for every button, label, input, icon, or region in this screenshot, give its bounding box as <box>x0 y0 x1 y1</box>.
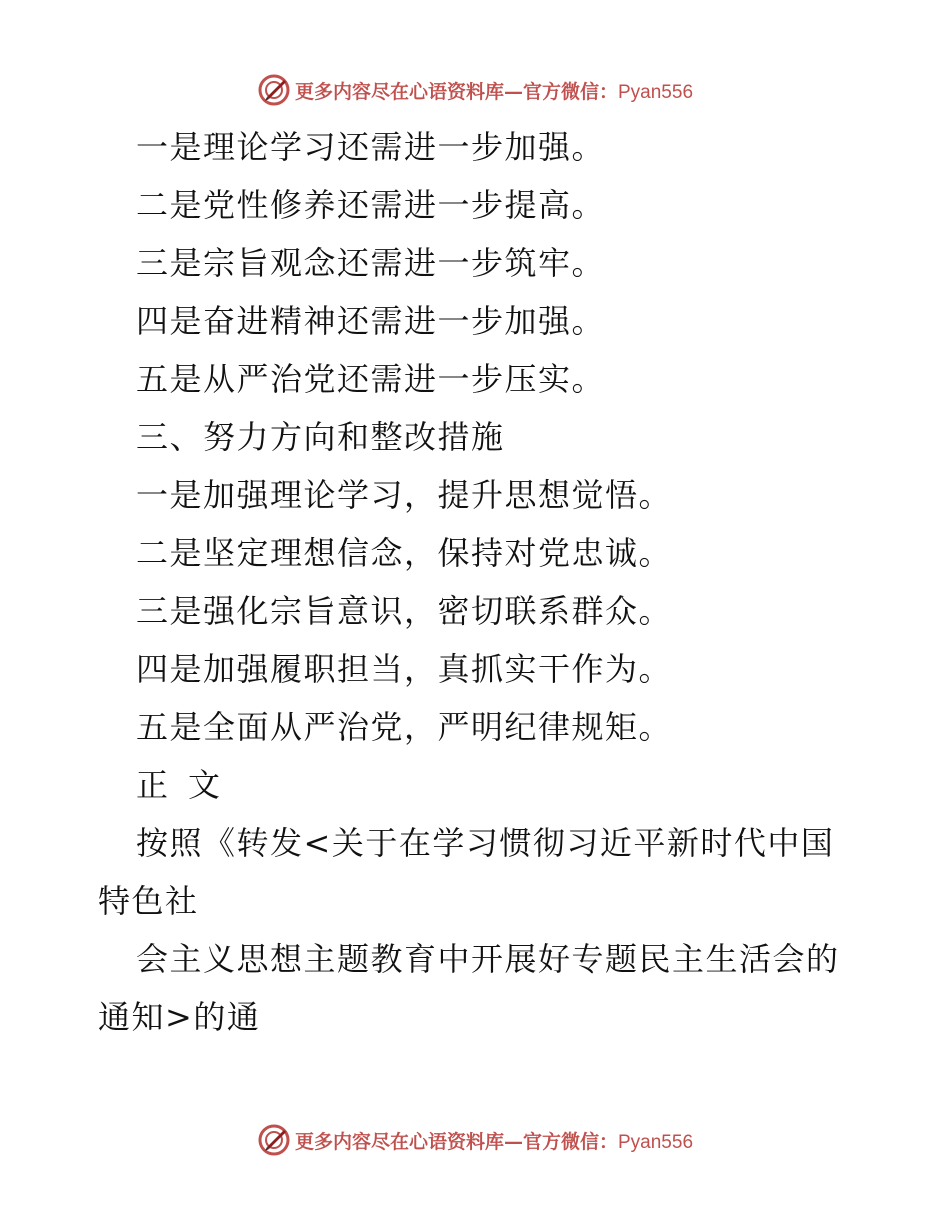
header-contact-label: 官方微信： <box>522 80 618 103</box>
body-line: 按照《转发<关于在学习惯彻习近平新时代中国 <box>136 824 835 862</box>
body-line: 一是加强理论学习，提升思想觉悟。 <box>136 476 673 514</box>
header-promo-text: 更多内容尽在心语资料库 <box>294 80 504 103</box>
section-heading: 三、努力方向和整改措施 <box>136 418 505 456</box>
footer-dash: — <box>503 1130 523 1153</box>
header-banner-text <box>295 77 693 104</box>
body-line: 三是宗旨观念还需进一步筑牢。 <box>136 244 606 282</box>
header-dash: — <box>503 80 523 103</box>
body-line: 会主义思想主题教育中开展好专题民主生活会的 <box>136 940 840 978</box>
body-line: 特色社 <box>98 882 199 920</box>
body-line: 二是党性修养还需进一步提高。 <box>136 186 606 224</box>
body-line: 五是全面从严治党，严明纪律规矩。 <box>136 708 673 746</box>
footer-wechat-handle: Pyan556 <box>618 1131 694 1153</box>
body-line: 五是从严治党还需进一步压实。 <box>136 360 606 398</box>
footer-banner-text <box>295 1127 693 1154</box>
footer-banner <box>0 1120 950 1160</box>
header-wechat-handle: Pyan556 <box>618 81 694 103</box>
pen-logo-icon <box>257 1123 291 1157</box>
body-line: 三是强化宗旨意识，密切联系群众。 <box>136 592 673 630</box>
footer-contact-label: 官方微信： <box>522 1130 618 1153</box>
footer-promo-text: 更多内容尽在心语资料库 <box>294 1130 504 1153</box>
main-text-heading: 正文 <box>136 766 241 804</box>
document-body <box>98 118 858 1046</box>
header-banner <box>0 70 950 110</box>
body-line: 二是坚定理想信念，保持对党忠诚。 <box>136 534 673 572</box>
body-line: 通知>的通 <box>98 998 261 1036</box>
body-line: 四是加强履职担当，真抓实干作为。 <box>136 650 673 688</box>
pen-logo-icon <box>257 73 291 107</box>
body-line: 一是理论学习还需进一步加强。 <box>136 128 606 166</box>
body-line: 四是奋进精神还需进一步加强。 <box>136 302 606 340</box>
